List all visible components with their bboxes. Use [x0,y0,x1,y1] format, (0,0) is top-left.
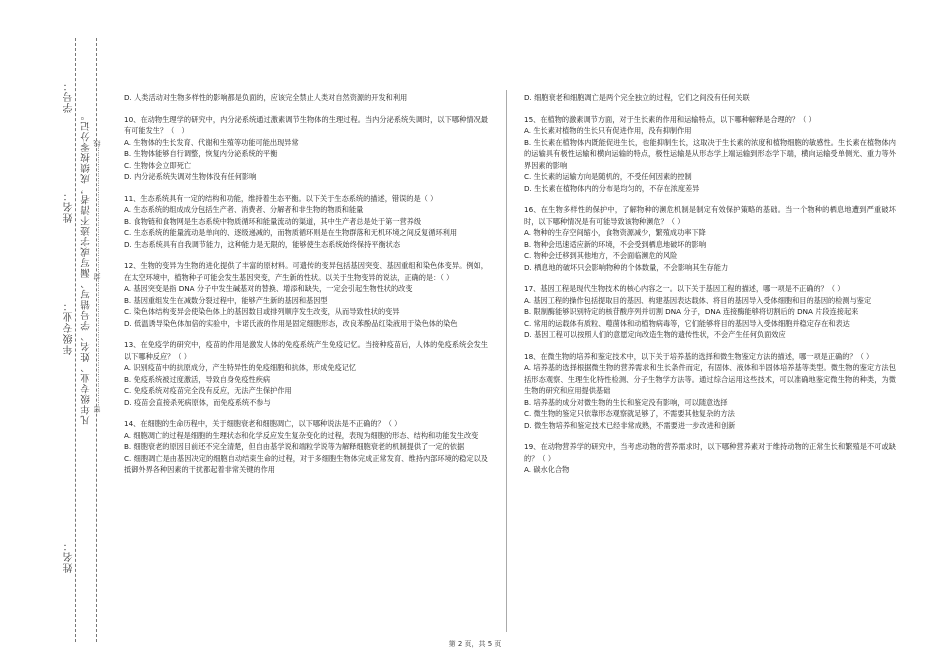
option: A. 识别疫苗中的抗原成分，产生特异性的免疫细胞和抗体，形成免疫记忆 [124,363,357,372]
option: B. 培养基的成分对微生物的生长和鉴定没有影响，可以随意选择 [524,397,728,407]
option: D. 生态系统具有自我调节能力，这种能力是无限的，能够使生态系统始终保持平衡状态 [124,239,401,249]
option: B. 生长素在植物体内既能促进生长，也能抑制生长，这取决于生长素的浓度和植物细胞的敏感性。生长素在植物体内的运输具有极性运输和横向运输的特点，极性运输是从形态学上端运输到形态学下端，横向运输受单侧光、重力等外界因素的影响 [524,137,896,170]
question-10 [124,114,488,183]
question-9-tail [124,92,488,104]
question-stem: 15、在植物的激素调节方面，对于生长素的作用和运输特点，以下哪种解释是合理的？（ ） [524,114,816,124]
left-column [124,92,488,486]
option: C. 微生物的鉴定只依靠形态观察就足够了，不需要其他复杂的方法 [524,409,735,418]
option: D. 栖息地的破坏只会影响物种的个体数量，不会影响其生存能力 [524,262,729,272]
option: D. 疫苗会直接杀死病原体，而免疫系统不参与 [124,397,271,407]
option: C. 常用的运载体有质粒、噬菌体和动植物病毒等，它们能够将目的基因导入受体细胞并稳定存在和表达 [524,318,850,328]
option: D. 细胞衰老和细胞凋亡是两个完全独立的过程，它们之间没有任何关联 [524,93,750,102]
option: C. 染色体结构变异会使染色体上的基因数目或排列顺序发生改变，从而导致性状的变异 [124,307,400,316]
question-stem: 19、在动物营养学的研究中，当考虑动物的营养需求时，以下哪种营养素对于维持动物的正常生长和繁殖是不可或缺的？（ ） [524,442,896,463]
option: B. 限制酶能够识别特定的核苷酸序列并切割 DNA 分子，DNA 连接酶能够将切割后的 DNA 片段连接起来 [524,307,859,316]
option: B. 生物体能够自行调整，恢复内分泌系统的平衡 [124,149,278,158]
binding-instructions: 凡年级专业、姓名、学号错写、漏写或字迹不清者，成绩按零分记。 [81,110,92,425]
option: C. 生物体会立即死亡 [124,160,192,170]
question-stem: 11、生态系统具有一定的结构和功能，维持着生态平衡。以下关于生态系统的描述，错误的是（ ） [124,193,438,203]
option: D. 人类活动对生物多样性的影响都是负面的，应该完全禁止人类对自然资源的开发和利用 [124,93,408,102]
page-number: 第 2 页，共 5 页 [448,640,502,648]
name-label: 姓名： [64,190,75,223]
column-divider [506,90,507,632]
option: D. 内分泌系统失调对生物体没有任何影响 [124,172,257,181]
option: B. 免疫系统被过度激活，导致自身免疫性疾病 [124,374,271,384]
question-11 [124,193,488,251]
option: C. 生长素的运输方向是随机的，不受任何因素的控制 [524,172,692,181]
option: C. 生态系统的能量流动是单向的、逐级递减的，而物质循环则是在生物群落和无机环境之间反复循环利用 [124,228,458,237]
binding-dash-line [75,38,76,642]
question-stem: 14、在细胞的生命历程中，关于细胞衰老和细胞凋亡，以下哪种说法是不正确的？（ ） [124,419,402,428]
option: B. 物种会迅速适应新的环境，不会受到栖息地破坏的影响 [524,239,707,249]
option: A. 碳水化合物 [524,465,570,474]
option: A. 细胞凋亡的过程是细胞的生理状态和化学反应发生复杂变化的过程，表现为细胞的形态、结构和功能发生改变 [124,430,479,440]
option: B. 食物链和食物网是生态系统中物质循环和能量流动的渠道，其中生产者总是处于第一营养级 [124,216,422,226]
option: A. 基因工程的操作包括提取目的基因、构建基因表达载体、将目的基因导入受体细胞和目的基因的检测与鉴定 [524,295,872,305]
option: C. 细胞凋亡是由基因决定的细胞自动结束生命的过程，对于多细胞生物体完成正常发育、维持内部环境的稳定以及抵御外界各种因素的干扰都起着非常关键的作用 [124,453,488,474]
option: A. 生长素对植物的生长只有促进作用，没有抑制作用 [524,126,692,135]
question-19 [524,441,896,476]
student-id-label: 学号： [64,80,75,113]
question-stem: 10、在动物生理学的研究中，内分泌系统通过激素调节生物体的生理过程。当内分泌系统失调时，以下哪种情况最有可能发生？（ ） [124,114,488,135]
option: D. 基因工程可以按照人们的意愿定向改造生物的遗传性状，不会产生任何负面效应 [524,330,786,339]
question-17 [524,283,896,341]
option: B. 细胞衰老的原因目前还不完全清楚，但自由基学说和端粒学说等为解释细胞衰老的机制提供了一定的依据 [124,442,465,451]
question-12 [124,260,488,329]
option: A. 生态系统的组成成分包括生产者、消费者、分解者和非生物的物质和能量 [124,205,364,214]
question-16 [524,204,896,273]
option: A. 培养基的选择根据微生物的营养需求和生长条件而定，有固体、液体和半固体培养基等类型。微生物的鉴定方法包括形态观察、生理生化特性检测、分子生物学方法等。通过综合运用这些技术，可以准确地鉴定微生物的种类，为微生物的研究和应用提供基础 [524,363,896,395]
question-14 [124,418,488,476]
question-stem: 12、生物的变异为生物的进化提供了丰富的原材料。可遗传的变异包括基因突变、基因重组和染色体变异。例如，在太空环境中，植物种子可能会发生基因突变，产生新的性状。以关于生物变异的说法，正确的是：（ ） [124,261,488,282]
option: D. 低温诱导染色体加倍的实验中，卡诺氏液的作用是固定细胞形态，改良苯酚品红染液用于染色体的染色 [124,318,458,328]
question-15 [524,114,896,195]
option: D. 生长素在植物体内的分布是均匀的，不存在浓度差异 [524,183,700,193]
major-label: 年级专业： [64,300,75,355]
binding-margin [0,0,110,672]
option: D. 微生物培养和鉴定技术已经非常成熟，不需要进一步改进和创新 [524,420,736,430]
option: A. 基因突变是指 DNA 分子中发生碱基对的替换、增添和缺失，一定会引起生物性状的改变 [124,284,413,293]
question-13 [124,339,488,408]
option: C. 物种会迁移到其他地方，不会面临濒危的风险 [524,251,678,260]
school-label: 姓名： [64,540,75,573]
question-18 [524,351,896,432]
option: C. 免疫系统对疫苗完全没有反应，无法产生保护作用 [124,386,292,395]
question-stem: 16、在生物多样性的保护中，了解物种的濒危机制是制定有效保护策略的基础。当一个物种的栖息地遭到严重破坏时，以下哪种情况是有可能导致该物种濒危？（ ） [524,205,896,226]
question-14-tail [524,92,896,104]
option: B. 基因重组发生在减数分裂过程中，能够产生新的基因和基因型 [124,295,328,305]
option: A. 生物体的生长发育、代谢和生殖等功能可能出现异常 [124,137,299,147]
right-column [524,92,896,486]
question-stem: 17、基因工程是现代生物技术的核心内容之一。以下关于基因工程的描述，哪一项是不正确的？（ ） [524,284,845,293]
question-stem: 13、在免疫学的研究中，疫苗的作用是激发人体的免疫系统产生免疫记忆。当接种疫苗后，人体的免疫系统会发生以下哪种反应？（ ） [124,340,488,361]
option: A. 物种的生存空间缩小，食物资源减少，繁殖成功率下降 [524,228,706,237]
seal-text: 密………………………………………………封………………………………………………线 [93,140,101,413]
question-stem: 18、在微生物的培养和鉴定技术中，以下关于培养基的选择和微生物鉴定方法的描述，哪一项是正确的？（ ） [524,351,874,361]
